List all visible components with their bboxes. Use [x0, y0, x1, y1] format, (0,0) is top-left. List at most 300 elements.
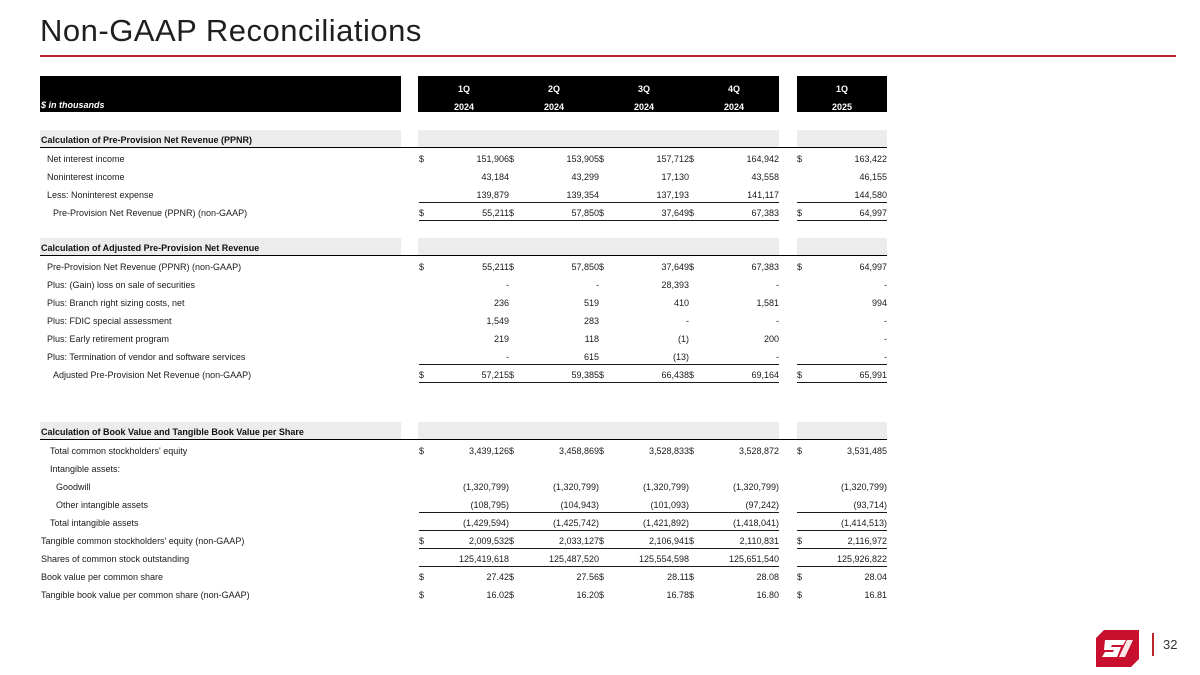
- column-quarter: 2Q: [547, 84, 560, 94]
- currency-symbol: $: [599, 536, 605, 546]
- section-title: Calculation of Pre-Provision Net Revenue (PPNR): [41, 135, 253, 145]
- table-cell: [797, 262, 887, 274]
- cell-value: 37,649: [661, 262, 689, 272]
- cell-value: -: [776, 280, 779, 290]
- cell-underline: [689, 548, 779, 549]
- currency-symbol: $: [509, 208, 515, 218]
- table-cell: [689, 190, 779, 202]
- cell-value: -: [776, 316, 779, 326]
- cell-value: 17,130: [661, 172, 689, 182]
- table-cell: [419, 482, 509, 494]
- row-label: Plus: Termination of vendor and software services: [47, 352, 246, 362]
- table-cell: [599, 554, 689, 566]
- row-label: Intangible assets:: [50, 464, 121, 474]
- currency-symbol: $: [689, 590, 695, 600]
- table-cell: [797, 190, 887, 202]
- cell-underline: [419, 202, 509, 203]
- row-label: Goodwill: [56, 482, 91, 492]
- table-cell: [509, 500, 599, 512]
- cell-value: (104,943): [560, 500, 599, 510]
- cell-value: 3,528,833: [648, 446, 689, 456]
- currency-symbol: $: [599, 208, 605, 218]
- cell-underline: [509, 382, 599, 383]
- section-title: Calculation of Book Value and Tangible Book Value per Share: [41, 427, 304, 437]
- table-cell: [599, 352, 689, 364]
- table-cell: [419, 316, 509, 328]
- table-cell: [599, 262, 689, 274]
- currency-symbol: $: [419, 536, 425, 546]
- cell-underline: [419, 382, 509, 383]
- cell-underline: [797, 220, 887, 221]
- cell-value: 27.56: [576, 572, 599, 582]
- table-cell: [689, 262, 779, 274]
- cell-underline: [419, 530, 509, 531]
- section-header-band: [797, 238, 887, 255]
- cell-value: (1,425,742): [552, 518, 599, 528]
- table-cell: [509, 172, 599, 184]
- cell-value: 283: [583, 316, 599, 326]
- table-cell: [419, 208, 509, 220]
- cell-value: 200: [763, 334, 779, 344]
- cell-value: 43,299: [571, 172, 599, 182]
- row-label: Tangible common stockholders' equity (non-GAAP): [41, 536, 245, 546]
- cell-value: 16.78: [666, 590, 689, 600]
- column-year: 2024: [633, 102, 655, 112]
- cell-underline: [689, 364, 779, 365]
- cell-value: 65,991: [859, 370, 887, 380]
- table-cell: [509, 316, 599, 328]
- row-label: Pre-Provision Net Revenue (PPNR) (non-GAAP): [53, 208, 248, 218]
- cell-underline: [689, 202, 779, 203]
- section-header-rule: [40, 439, 887, 440]
- cell-value: 3,458,869: [558, 446, 599, 456]
- cell-value: 16.80: [756, 590, 779, 600]
- page-number: 32: [1163, 637, 1178, 652]
- currency-symbol: $: [419, 208, 425, 218]
- cell-value: 994: [871, 298, 887, 308]
- cell-value: (108,795): [470, 500, 509, 510]
- cell-value: (1,320,799): [840, 482, 887, 492]
- table-cell: [509, 352, 599, 364]
- table-cell: [509, 298, 599, 310]
- table-cell: [797, 208, 887, 220]
- section-header-band: [418, 422, 779, 439]
- table-cell: [509, 280, 599, 292]
- cell-value: -: [884, 316, 887, 326]
- cell-value: 69,164: [751, 370, 779, 380]
- column-header: [419, 80, 509, 116]
- cell-underline: [689, 382, 779, 383]
- currency-symbol: $: [509, 590, 515, 600]
- table-cell: [599, 154, 689, 166]
- cell-value: 2,009,532: [468, 536, 509, 546]
- cell-underline: [689, 220, 779, 221]
- table-cell: [419, 370, 509, 382]
- table-cell: [689, 352, 779, 364]
- cell-underline: [419, 220, 509, 221]
- table-cell: [419, 190, 509, 202]
- cell-underline: [419, 364, 509, 365]
- cell-value: (101,093): [650, 500, 689, 510]
- table-cell: [419, 554, 509, 566]
- table-cell: [509, 370, 599, 382]
- column-header: [599, 80, 689, 116]
- cell-value: (1,421,892): [642, 518, 689, 528]
- cell-value: 2,116,972: [847, 536, 887, 546]
- cell-underline: [797, 202, 887, 203]
- section-header-band: [797, 130, 887, 147]
- section-title: Calculation of Adjusted Pre-Provision Net Revenue: [41, 243, 260, 253]
- table-cell: [599, 590, 689, 602]
- row-label: Pre-Provision Net Revenue (PPNR) (non-GAAP): [47, 262, 242, 272]
- column-year: 2024: [723, 102, 745, 112]
- currency-symbol: $: [509, 262, 515, 272]
- table-cell: [599, 482, 689, 494]
- table-cell: [689, 518, 779, 530]
- column-quarter: 1Q: [835, 84, 848, 94]
- cell-underline: [797, 364, 887, 365]
- cell-value: 141,117: [747, 190, 779, 200]
- cell-value: (1,320,799): [552, 482, 599, 492]
- table-cell: [419, 500, 509, 512]
- table-cell: [689, 334, 779, 346]
- section-header-band: [418, 238, 779, 255]
- cell-value: 28,393: [661, 280, 689, 290]
- currency-symbol: $: [797, 262, 803, 272]
- currency-symbol: $: [509, 572, 515, 582]
- table-cell: [509, 590, 599, 602]
- table-cell: [419, 352, 509, 364]
- section-header-rule: [40, 147, 887, 148]
- section-header-band: [418, 130, 779, 147]
- section-header-band: [797, 422, 887, 439]
- table-cell: [797, 572, 887, 584]
- cell-value: 3,531,485: [846, 446, 887, 456]
- currency-symbol: $: [689, 370, 695, 380]
- currency-symbol: $: [689, 536, 695, 546]
- section-header-rule: [40, 255, 887, 256]
- cell-value: 28.11: [667, 572, 689, 582]
- cell-value: 3,439,126: [468, 446, 509, 456]
- table-cell: [419, 334, 509, 346]
- cell-value: 55,211: [482, 262, 509, 272]
- cell-value: 164,942: [746, 154, 779, 164]
- cell-value: 55,211: [482, 208, 509, 218]
- cell-underline: [599, 382, 689, 383]
- bank-logo-icon: [1096, 630, 1139, 667]
- table-cell: [419, 518, 509, 530]
- cell-underline: [599, 202, 689, 203]
- table-cell: [689, 316, 779, 328]
- table-cell: [797, 334, 887, 346]
- currency-symbol: $: [797, 572, 803, 582]
- currency-symbol: $: [419, 572, 425, 582]
- cell-value: 16.02: [486, 590, 509, 600]
- table-cell: [509, 446, 599, 458]
- page-title: Non-GAAP Reconciliations: [40, 13, 422, 48]
- cell-underline: [599, 512, 689, 513]
- cell-value: 27.42: [486, 572, 509, 582]
- cell-value: 3,528,872: [738, 446, 779, 456]
- cell-value: 28.04: [864, 572, 887, 582]
- column-quarter: 4Q: [727, 84, 740, 94]
- cell-value: 157,712: [656, 154, 689, 164]
- cell-value: 125,926,822: [836, 554, 887, 564]
- table-cell: [419, 536, 509, 548]
- cell-value: 125,554,598: [638, 554, 689, 564]
- table-cell: [509, 154, 599, 166]
- cell-value: -: [776, 352, 779, 362]
- currency-symbol: $: [509, 446, 515, 456]
- table-cell: [599, 298, 689, 310]
- cell-value: 43,558: [751, 172, 779, 182]
- column-year: 2024: [543, 102, 565, 112]
- table-cell: [419, 262, 509, 274]
- table-cell: [509, 572, 599, 584]
- table-cell: [689, 590, 779, 602]
- row-label: Plus: FDIC special assessment: [47, 316, 172, 326]
- cell-value: 219: [493, 334, 509, 344]
- cell-value: 615: [583, 352, 599, 362]
- currency-symbol: $: [599, 590, 605, 600]
- row-label: Book value per common share: [41, 572, 164, 582]
- table-cell: [599, 280, 689, 292]
- row-label: Other intangible assets: [56, 500, 149, 510]
- cell-value: 67,383: [751, 262, 779, 272]
- table-cell: [509, 554, 599, 566]
- currency-symbol: $: [419, 446, 425, 456]
- table-cell: [599, 172, 689, 184]
- cell-value: 16.81: [864, 590, 887, 600]
- cell-underline: [689, 566, 779, 567]
- cell-value: 163,422: [854, 154, 887, 164]
- table-cell: [509, 190, 599, 202]
- cell-value: 410: [673, 298, 689, 308]
- cell-value: (1,429,594): [462, 518, 509, 528]
- table-cell: [509, 208, 599, 220]
- cell-underline: [797, 512, 887, 513]
- table-cell: [599, 208, 689, 220]
- table-cell: [419, 280, 509, 292]
- cell-value: 28.08: [756, 572, 779, 582]
- currency-symbol: $: [797, 208, 803, 218]
- cell-value: 2,106,941: [648, 536, 689, 546]
- page-number-divider: [1152, 633, 1154, 656]
- cell-value: (1,320,799): [642, 482, 689, 492]
- cell-value: 57,850: [571, 262, 599, 272]
- table-cell: [689, 208, 779, 220]
- table-cell: [599, 190, 689, 202]
- table-cell: [599, 334, 689, 346]
- table-cell: [689, 298, 779, 310]
- cell-value: 67,383: [751, 208, 779, 218]
- currency-symbol: $: [689, 572, 695, 582]
- cell-value: (13): [672, 352, 689, 362]
- table-cell: [599, 370, 689, 382]
- cell-underline: [797, 548, 887, 549]
- table-cell: [419, 154, 509, 166]
- cell-underline: [599, 566, 689, 567]
- cell-value: 236: [493, 298, 509, 308]
- cell-value: 139,879: [476, 190, 509, 200]
- cell-value: 139,354: [566, 190, 599, 200]
- column-year: 2025: [831, 102, 853, 112]
- cell-value: 57,215: [481, 370, 509, 380]
- cell-underline: [599, 530, 689, 531]
- table-cell: [797, 518, 887, 530]
- cell-value: 125,487,520: [548, 554, 599, 564]
- cell-value: 57,850: [571, 208, 599, 218]
- table-cell: [797, 280, 887, 292]
- cell-value: 137,193: [656, 190, 689, 200]
- currency-symbol: $: [599, 446, 605, 456]
- cell-underline: [689, 512, 779, 513]
- row-label: Total intangible assets: [50, 518, 139, 528]
- table-cell: [689, 172, 779, 184]
- currency-symbol: $: [419, 262, 425, 272]
- table-cell: [599, 518, 689, 530]
- cell-underline: [797, 530, 887, 531]
- row-label: Net interest income: [47, 154, 125, 164]
- table-cell: [599, 446, 689, 458]
- column-year: 2024: [453, 102, 475, 112]
- table-cell: [797, 536, 887, 548]
- currency-symbol: $: [797, 590, 803, 600]
- cell-value: 1,549: [486, 316, 509, 326]
- cell-underline: [509, 548, 599, 549]
- cell-underline: [689, 530, 779, 531]
- table-cell: [509, 262, 599, 274]
- cell-value: 1,581: [756, 298, 779, 308]
- cell-underline: [419, 548, 509, 549]
- cell-value: -: [884, 280, 887, 290]
- row-label: Shares of common stock outstanding: [41, 554, 190, 564]
- cell-underline: [509, 566, 599, 567]
- cell-value: 16.20: [576, 590, 599, 600]
- currency-symbol: $: [797, 370, 803, 380]
- cell-value: (1,320,799): [732, 482, 779, 492]
- table-cell: [689, 482, 779, 494]
- table-cell: [689, 370, 779, 382]
- table-cell: [797, 554, 887, 566]
- table-cell: [689, 536, 779, 548]
- currency-symbol: $: [797, 536, 803, 546]
- cell-value: 64,997: [859, 208, 887, 218]
- table-cell: [689, 280, 779, 292]
- table-cell: [797, 446, 887, 458]
- cell-underline: [419, 566, 509, 567]
- table-cell: [797, 370, 887, 382]
- cell-value: 2,110,831: [739, 536, 779, 546]
- cell-value: -: [506, 280, 509, 290]
- cell-underline: [797, 382, 887, 383]
- currency-symbol: $: [419, 590, 425, 600]
- table-cell: [797, 352, 887, 364]
- currency-symbol: $: [689, 154, 695, 164]
- row-label: Adjusted Pre-Provision Net Revenue (non-GAAP): [53, 370, 252, 380]
- cell-value: 2,033,127: [558, 536, 599, 546]
- cell-value: (1,418,041): [732, 518, 779, 528]
- table-cell: [419, 446, 509, 458]
- row-label: Plus: Early retirement program: [47, 334, 170, 344]
- table-cell: [689, 500, 779, 512]
- column-header: [797, 80, 887, 116]
- cell-value: 153,905: [566, 154, 599, 164]
- currency-symbol: $: [689, 262, 695, 272]
- cell-underline: [509, 530, 599, 531]
- currency-symbol: $: [599, 370, 605, 380]
- currency-symbol: $: [797, 446, 803, 456]
- currency-symbol: $: [419, 370, 425, 380]
- cell-underline: [509, 364, 599, 365]
- table-cell: [797, 154, 887, 166]
- table-cell: [419, 298, 509, 310]
- table-cell: [797, 316, 887, 328]
- table-cell: [797, 298, 887, 310]
- table-cell: [599, 316, 689, 328]
- cell-value: 43,184: [481, 172, 509, 182]
- cell-value: 151,906: [476, 154, 509, 164]
- cell-value: 519: [583, 298, 599, 308]
- currency-symbol: $: [689, 446, 695, 456]
- table-cell: [689, 572, 779, 584]
- currency-symbol: $: [599, 572, 605, 582]
- currency-symbol: $: [797, 154, 803, 164]
- column-quarter: 3Q: [637, 84, 650, 94]
- row-label: Tangible book value per common share (non-GAAP): [41, 590, 250, 600]
- title-divider: [40, 55, 1176, 57]
- cell-value: 125,419,618: [458, 554, 509, 564]
- cell-value: 125,651,540: [728, 554, 779, 564]
- cell-underline: [599, 220, 689, 221]
- cell-value: 59,385: [571, 370, 599, 380]
- cell-underline: [509, 512, 599, 513]
- cell-value: 66,438: [661, 370, 689, 380]
- cell-value: (1): [678, 334, 689, 344]
- table-cell: [419, 172, 509, 184]
- cell-value: (93,714): [853, 500, 887, 510]
- row-label: Noninterest income: [47, 172, 125, 182]
- cell-value: (1,414,513): [840, 518, 887, 528]
- table-cell: [797, 590, 887, 602]
- row-label: Less: Noninterest expense: [47, 190, 154, 200]
- currency-symbol: $: [509, 536, 515, 546]
- cell-value: -: [506, 352, 509, 362]
- row-label: Plus: (Gain) loss on sale of securities: [47, 280, 196, 290]
- cell-value: -: [686, 316, 689, 326]
- table-cell: [509, 518, 599, 530]
- cell-value: 118: [584, 334, 599, 344]
- cell-underline: [419, 512, 509, 513]
- table-cell: [419, 590, 509, 602]
- table-cell: [797, 482, 887, 494]
- cell-value: (97,242): [745, 500, 779, 510]
- cell-underline: [509, 202, 599, 203]
- table-cell: [599, 572, 689, 584]
- currency-symbol: $: [599, 154, 605, 164]
- currency-symbol: $: [509, 154, 515, 164]
- table-cell: [599, 536, 689, 548]
- cell-value: -: [884, 334, 887, 344]
- table-cell: [509, 536, 599, 548]
- cell-value: 64,997: [859, 262, 887, 272]
- table-cell: [689, 446, 779, 458]
- cell-value: (1,320,799): [462, 482, 509, 492]
- cell-underline: [509, 220, 599, 221]
- cell-value: 46,155: [859, 172, 887, 182]
- cell-value: -: [596, 280, 599, 290]
- table-cell: [509, 482, 599, 494]
